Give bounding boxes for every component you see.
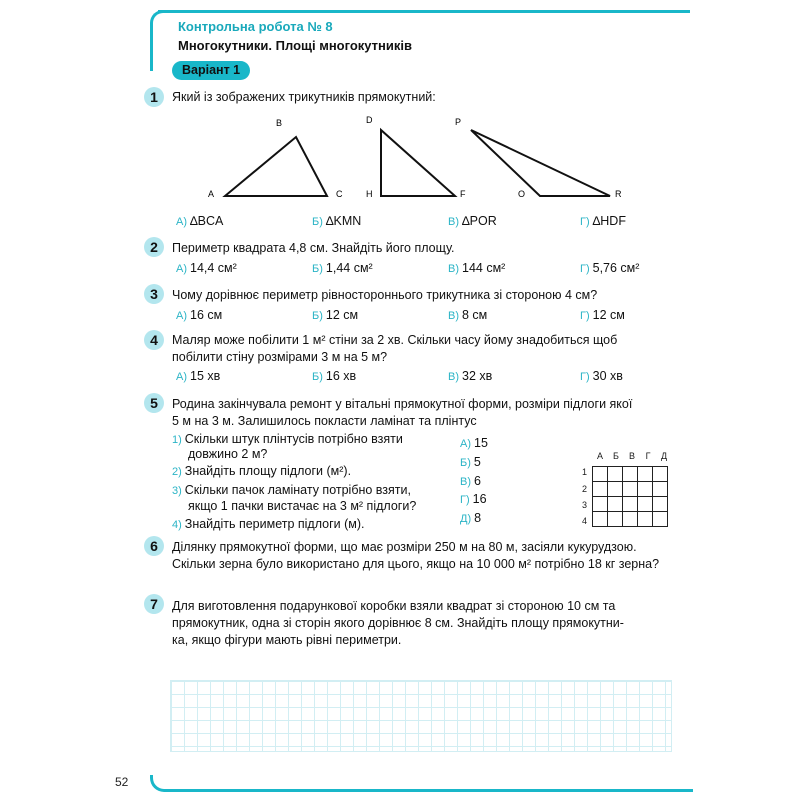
- page-number: 52: [115, 775, 129, 789]
- option-text: 6: [474, 474, 481, 488]
- question-number: 5: [144, 393, 164, 413]
- answer-option[interactable]: [580, 214, 626, 228]
- option-text: 8: [474, 511, 482, 525]
- question-text: Периметр квадрата 4,8 см. Знайдіть його площу.: [172, 241, 455, 255]
- subquestion-text: Скільки штук плінтусів потрібно взяти: [184, 432, 403, 446]
- answer-option[interactable]: [176, 261, 237, 275]
- vertex-label: H: [366, 189, 373, 199]
- option-letter: В): [448, 216, 459, 228]
- answer-option[interactable]: [460, 492, 487, 506]
- grid-cell[interactable]: [608, 467, 623, 482]
- grid-cell[interactable]: [593, 467, 608, 482]
- option-letter: Г): [580, 216, 590, 228]
- option-letter: А): [176, 310, 187, 322]
- answer-option[interactable]: [448, 369, 492, 383]
- answer-option[interactable]: [580, 261, 639, 275]
- vertex-label: P: [455, 117, 462, 127]
- subquestion: [172, 462, 351, 481]
- answer-option[interactable]: [448, 214, 497, 228]
- answer-option[interactable]: [448, 308, 487, 322]
- option-text: 16 см: [190, 308, 223, 322]
- subquestion-letter: 4): [172, 519, 182, 531]
- grid-cell[interactable]: [653, 512, 668, 527]
- question-text-line: Скільки зерна було використано для цього, якщо на 10 000 м² потрібно 18 кг зерна?: [172, 557, 660, 571]
- grid-cell[interactable]: [623, 482, 638, 497]
- option-text: ∆KMN: [325, 214, 362, 228]
- option-text: 16 хв: [325, 369, 357, 383]
- grid-cell[interactable]: [608, 497, 623, 512]
- option-letter: Б): [312, 263, 323, 275]
- test-subtitle: Многокутники. Площі многокутників: [178, 38, 413, 53]
- question-number: 7: [144, 594, 164, 614]
- grid-column-label: В: [628, 451, 635, 461]
- answer-option[interactable]: [460, 474, 481, 488]
- option-letter: Г): [580, 371, 590, 383]
- grid-row-label: 2: [582, 484, 588, 494]
- grid-cell[interactable]: [638, 497, 653, 512]
- grid-cell[interactable]: [623, 467, 638, 482]
- question-text: Чому дорівнює периметр рівностороннього трикутника зі стороною 4 см?: [172, 288, 598, 302]
- question-number: 2: [144, 237, 164, 257]
- grid-row-label: 4: [582, 516, 588, 526]
- option-text: 12 см: [325, 308, 359, 322]
- option-text: 32 хв: [462, 369, 493, 383]
- question-number: 4: [144, 330, 164, 350]
- option-text: 16: [472, 492, 487, 506]
- question-text-line: Родина закінчувала ремонт у вітальні прямокутної форми, розміри підлоги якої: [172, 397, 633, 411]
- option-letter: В): [460, 476, 471, 488]
- grid-cell[interactable]: [608, 482, 623, 497]
- answer-option[interactable]: [580, 369, 623, 383]
- vertex-label: A: [208, 189, 215, 199]
- subquestion-text: довжино 2 м?: [188, 447, 268, 461]
- grid-cell[interactable]: [593, 497, 608, 512]
- option-text: 144 см²: [462, 261, 506, 275]
- answer-option[interactable]: [176, 369, 220, 383]
- answer-option[interactable]: [312, 369, 356, 383]
- answer-option[interactable]: [176, 214, 223, 228]
- subquestion-text: Скільки пачок ламінату потрібно взяти,: [184, 483, 411, 497]
- answer-option[interactable]: [460, 436, 488, 450]
- answer-option[interactable]: [448, 261, 505, 275]
- question-text-line: ка, якщо фігури мають рівні периметри.: [172, 633, 402, 647]
- grid-cell[interactable]: [653, 482, 668, 497]
- grid-column-label: Б: [613, 451, 619, 461]
- grid-cell[interactable]: [638, 512, 653, 527]
- option-text: ∆BCA: [190, 214, 224, 228]
- vertex-label: B: [276, 118, 283, 128]
- option-text: 1,44 см²: [325, 261, 373, 275]
- answer-grid: [592, 466, 668, 527]
- option-letter: В): [448, 371, 459, 383]
- option-letter: Д): [460, 513, 472, 525]
- vertex-label: O: [518, 189, 526, 199]
- test-title: Контрольна робота № 8: [178, 19, 333, 34]
- option-letter: А): [176, 371, 187, 383]
- option-text: ∆HDF: [592, 214, 626, 228]
- question-number: 3: [144, 284, 164, 304]
- subquestion: [172, 515, 365, 534]
- subquestion-text: Знайдіть площу підлоги (м²).: [184, 464, 352, 478]
- option-text: 5,76 см²: [592, 261, 640, 275]
- option-letter: Б): [312, 310, 323, 322]
- option-text: 15 хв: [190, 369, 221, 383]
- subquestion-text: Знайдіть периметр підлоги (м).: [184, 517, 365, 531]
- answer-option[interactable]: [460, 455, 481, 469]
- grid-cell[interactable]: [593, 482, 608, 497]
- grid-column-label: А: [596, 451, 603, 461]
- question-text-line: побілити стіну розмірами 3 м на 5 м?: [172, 350, 388, 364]
- grid-column-label: Г: [645, 451, 651, 461]
- answer-writing-area[interactable]: [170, 680, 672, 752]
- question-text-line: прямокутник, одна зі сторін якого дорівнює 8 см. Знайдіть площу прямокутни-: [172, 616, 624, 630]
- grid-cell[interactable]: [593, 512, 608, 527]
- option-letter: А): [176, 263, 187, 275]
- question-number: 1: [144, 87, 164, 107]
- vertex-label: D: [366, 115, 373, 125]
- option-text: 14,4 см²: [190, 261, 237, 275]
- answer-option[interactable]: [580, 308, 625, 322]
- grid-row-label: 1: [582, 467, 588, 477]
- grid-cell[interactable]: [653, 467, 668, 482]
- option-letter: А): [176, 216, 187, 228]
- option-letter: А): [460, 438, 471, 450]
- grid-cell[interactable]: [638, 467, 653, 482]
- answer-option[interactable]: [312, 214, 361, 228]
- question-text-line: 5 м на 3 м. Залишилось покласти ламінат та плінтус: [172, 414, 477, 428]
- subquestion-letter: 3): [172, 485, 182, 497]
- grid-cell[interactable]: [623, 512, 638, 527]
- grid-cell[interactable]: [653, 497, 668, 512]
- option-text: 12 см: [592, 308, 625, 322]
- option-text: 30 хв: [592, 369, 623, 383]
- answer-option[interactable]: [176, 308, 222, 322]
- option-text: 15: [474, 436, 488, 450]
- option-text: ∆POR: [462, 214, 497, 228]
- question-text-line: Для виготовлення подарункової коробки взяли квадрат зі стороною 10 см та: [172, 599, 616, 613]
- question-number: 6: [144, 536, 164, 556]
- question-text-line: Маляр може побілити 1 м² стіни за 2 хв. Скільки часу йому знадобиться щоб: [172, 333, 618, 347]
- vertex-label: C: [336, 189, 343, 199]
- option-letter: В): [448, 310, 459, 322]
- option-letter: Б): [312, 216, 323, 228]
- grid-cell[interactable]: [608, 512, 623, 527]
- question-text: Який із зображених трикутників прямокутний:: [172, 90, 436, 104]
- option-text: 8 см: [462, 308, 488, 322]
- option-text: 5: [473, 455, 481, 469]
- grid-cell[interactable]: [623, 497, 638, 512]
- option-letter: Г): [580, 310, 590, 322]
- option-letter: Г): [460, 494, 470, 506]
- vertex-label: F: [460, 189, 466, 199]
- option-letter: Г): [580, 263, 590, 275]
- option-letter: Б): [460, 457, 471, 469]
- answer-option[interactable]: [312, 261, 373, 275]
- subquestion-text: якщо 1 пачки вистачає на 3 м² підлоги?: [188, 499, 417, 513]
- question-text-line: Ділянку прямокутної форми, що має розміри 250 м на 80 м, засіяли кукурудзою.: [172, 540, 637, 554]
- option-letter: В): [448, 263, 459, 275]
- grid-cell[interactable]: [638, 482, 653, 497]
- subquestion-letter: 2): [172, 466, 182, 478]
- option-letter: Б): [312, 371, 323, 383]
- grid-column-label: Д: [660, 451, 668, 461]
- variant-badge: Варіант 1: [172, 61, 250, 80]
- answer-option[interactable]: [312, 308, 358, 322]
- answer-option[interactable]: [460, 511, 481, 525]
- subquestion-letter: 1): [172, 434, 182, 446]
- vertex-label: R: [615, 189, 622, 199]
- grid-row-label: 3: [582, 500, 588, 510]
